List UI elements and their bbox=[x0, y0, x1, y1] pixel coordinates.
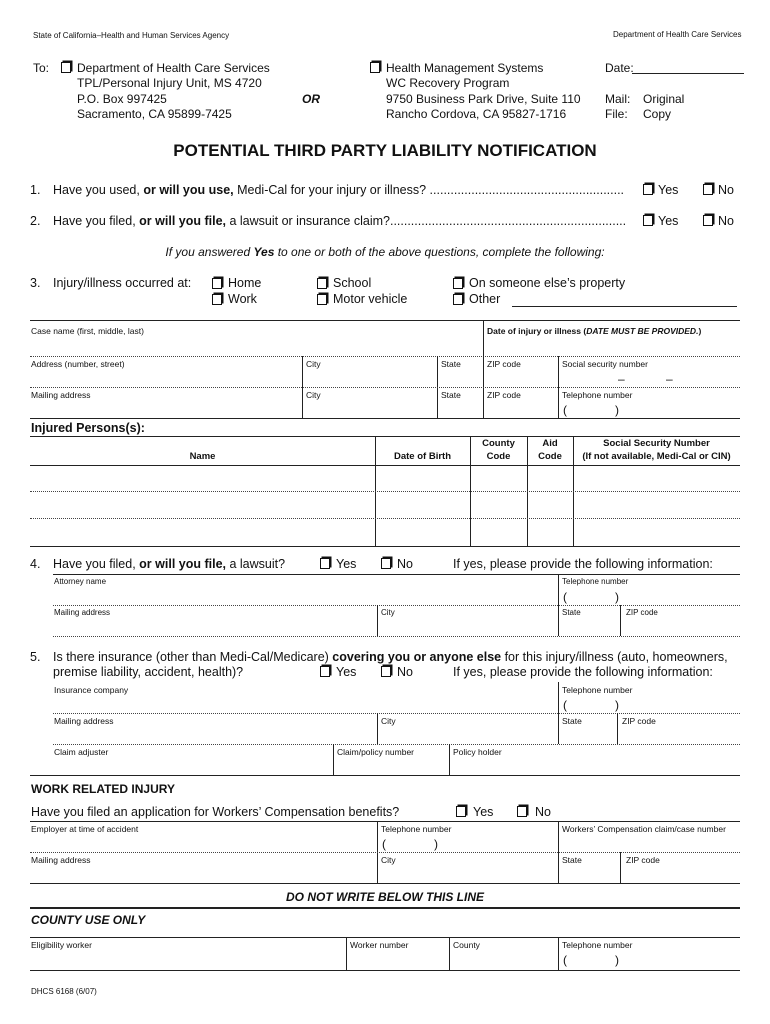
q2-text: Have you filed, or will you file, a lawsuit or insurance claim?.................................................................... bbox=[53, 214, 627, 228]
q4-state-label: State bbox=[562, 608, 581, 617]
mail-value: Original bbox=[643, 92, 685, 106]
q1-no-checkbox[interactable] bbox=[703, 184, 713, 195]
q1-yes-checkbox[interactable] bbox=[643, 184, 653, 195]
zip-label: ZIP code bbox=[487, 359, 521, 369]
county-paren-open: ( bbox=[563, 953, 567, 967]
county-bottom-rule bbox=[30, 970, 740, 971]
q1-yes-label: Yes bbox=[658, 183, 679, 197]
col-ssn-1: Social Security Number bbox=[603, 438, 710, 449]
q5-rule-1 bbox=[53, 713, 740, 714]
q4-paren-close: ) bbox=[615, 590, 619, 604]
motor-vehicle-checkbox[interactable] bbox=[317, 294, 327, 305]
q5-phone-label: Telephone number bbox=[562, 685, 633, 695]
q4-bottom-rule bbox=[53, 636, 740, 637]
dhcs-checkbox-icon[interactable] bbox=[61, 62, 71, 73]
q5-zip-label: ZIP code bbox=[622, 716, 656, 726]
or-label: OR bbox=[302, 92, 320, 106]
zip2-label: ZIP code bbox=[487, 390, 521, 400]
q5-city-label: City bbox=[381, 716, 396, 726]
date-input-line[interactable] bbox=[632, 73, 744, 74]
county-heading: COUNTY USE ONLY bbox=[31, 913, 146, 927]
work-paren-close: ) bbox=[434, 837, 438, 851]
state-label: State bbox=[441, 359, 461, 369]
county-divider-3 bbox=[558, 937, 559, 970]
work-yes-checkbox[interactable] bbox=[456, 806, 466, 817]
q4-text: Have you filed, or will you file, a lawsuit? bbox=[53, 557, 286, 571]
col-ssn-2: (If not available, Medi-Cal or CIN) bbox=[582, 451, 731, 462]
injured-row-2[interactable] bbox=[30, 518, 740, 519]
col-aid-2: Code bbox=[538, 451, 562, 462]
col-name: Name bbox=[189, 451, 216, 462]
work-bottom-rule bbox=[30, 883, 740, 884]
q4-no-label: No bbox=[397, 557, 413, 571]
q5-divider-city bbox=[377, 713, 378, 744]
q4-zip-label: ZIP code bbox=[626, 608, 658, 617]
q2-no-label: No bbox=[718, 214, 734, 228]
form-title: POTENTIAL THIRD PARTY LIABILITY NOTIFICATION bbox=[173, 141, 597, 160]
work-heading: WORK RELATED INJURY bbox=[31, 782, 175, 796]
date-label: Date: bbox=[605, 61, 634, 75]
other-label: Other bbox=[469, 292, 501, 306]
q5-rule-2 bbox=[53, 744, 740, 745]
work-no-label: No bbox=[535, 805, 551, 819]
work-top-rule bbox=[30, 821, 740, 822]
attorney-label: Attorney name bbox=[54, 577, 107, 586]
q4-phone-label: Telephone number bbox=[562, 577, 629, 586]
file-value: Copy bbox=[643, 107, 672, 121]
school-label: School bbox=[333, 276, 372, 290]
work-mid-rule bbox=[30, 852, 740, 853]
injured-header-rule bbox=[30, 465, 740, 466]
work-zip-label: ZIP code bbox=[626, 855, 660, 865]
ssn-dash-2: – bbox=[666, 372, 673, 386]
q3-label: Injury/illness occurred at: bbox=[53, 276, 192, 290]
ssn-label: Social security number bbox=[562, 359, 648, 369]
q2-number: 2. bbox=[30, 214, 41, 228]
phone-paren-open: ( bbox=[563, 403, 567, 417]
q4-yes-checkbox[interactable] bbox=[320, 558, 330, 569]
case-name-label: Case name (first, middle, last) bbox=[31, 326, 144, 336]
injured-heading: Injured Persons(s): bbox=[31, 421, 145, 435]
instruction-text: If you answered Yes to one or both of the above questions, complete the following: bbox=[165, 245, 605, 259]
q4-number: 4. bbox=[30, 557, 41, 571]
work-state-label: State bbox=[562, 855, 582, 865]
col-county-2: Code bbox=[486, 451, 511, 462]
work-question: Have you filed an application for Workers’ Compensation benefits? bbox=[31, 805, 400, 819]
file-label: File: bbox=[605, 107, 628, 121]
other-input-line[interactable] bbox=[512, 306, 737, 307]
work-no-checkbox[interactable] bbox=[517, 806, 527, 817]
employer-label: Employer at time of accident bbox=[31, 824, 139, 834]
injured-row-1[interactable] bbox=[30, 491, 740, 492]
mailing-label: Mailing address bbox=[31, 390, 91, 400]
eligibility-worker-label: Eligibility worker bbox=[31, 940, 92, 950]
do-not-write-label: DO NOT WRITE BELOW THIS LINE bbox=[286, 890, 484, 904]
q3-number: 3. bbox=[30, 276, 41, 290]
q5-no-label: No bbox=[397, 665, 413, 679]
q2-no-checkbox[interactable] bbox=[703, 215, 713, 226]
county-divider-2 bbox=[449, 937, 450, 970]
work-divider-zip bbox=[620, 852, 621, 883]
county-paren-close: ) bbox=[615, 953, 619, 967]
q4-top-rule bbox=[53, 574, 740, 575]
hms-line3: Rancho Cordova, CA 95827-1716 bbox=[386, 107, 567, 121]
county-top-rule bbox=[30, 937, 740, 938]
q5-bottom-rule bbox=[30, 775, 740, 776]
county-phone-label: Telephone number bbox=[562, 940, 633, 950]
q4-mailing-label: Mailing address bbox=[54, 608, 111, 617]
phone-label: Telephone number bbox=[562, 390, 633, 400]
someone-property-label: On someone else’s property bbox=[469, 276, 626, 290]
city-label: City bbox=[306, 359, 321, 369]
agency-name: State of California–Health and Human Services Agency bbox=[33, 31, 230, 40]
work-phone-label: Telephone number bbox=[381, 824, 452, 834]
work-city-label: City bbox=[381, 855, 396, 865]
insurance-company-label: Insurance company bbox=[54, 685, 129, 695]
work-mailing-label: Mailing address bbox=[31, 855, 91, 865]
injured-top-rule bbox=[30, 436, 740, 437]
dhcs-line2: P.O. Box 997425 bbox=[77, 92, 167, 106]
motor-vehicle-label: Motor vehicle bbox=[333, 292, 408, 306]
county-label: County bbox=[453, 940, 480, 950]
address-label: Address (number, street) bbox=[31, 359, 125, 369]
other-checkbox[interactable] bbox=[453, 294, 463, 305]
hms-checkbox-icon[interactable] bbox=[370, 62, 380, 73]
work-label: Work bbox=[228, 292, 257, 306]
q5-mailing-label: Mailing address bbox=[54, 716, 114, 726]
q5-yes-checkbox[interactable] bbox=[320, 666, 330, 677]
school-checkbox[interactable] bbox=[317, 278, 327, 289]
case-row2-rule bbox=[30, 387, 740, 388]
department-name: Department of Health Care Services bbox=[613, 30, 742, 39]
to-label: To: bbox=[33, 61, 50, 75]
q4-no-checkbox[interactable] bbox=[381, 558, 391, 569]
q4-info: If yes, please provide the following information: bbox=[453, 557, 713, 571]
do-not-write-rule bbox=[30, 907, 740, 909]
q4-divider-zip bbox=[620, 605, 621, 636]
state2-label: State bbox=[441, 390, 461, 400]
hms-line1: WC Recovery Program bbox=[386, 76, 510, 90]
q4-divider-city bbox=[377, 605, 378, 636]
worker-number-label: Worker number bbox=[350, 940, 409, 950]
dhcs-line3: Sacramento, CA 95899-7425 bbox=[77, 107, 232, 121]
dhcs-line1: TPL/Personal Injury Unit, MS 4720 bbox=[77, 76, 262, 90]
col-county-1: County bbox=[482, 438, 515, 449]
claim-number-label: Claim/policy number bbox=[337, 747, 414, 757]
q5-paren-close: ) bbox=[615, 698, 619, 712]
q1-number: 1. bbox=[30, 183, 41, 197]
q5-text-line2: premise liability, accident, health)? bbox=[53, 665, 244, 679]
q5-no-checkbox[interactable] bbox=[381, 666, 391, 677]
date-injury-label: Date of injury or illness (DATE MUST BE PROVIDED.) bbox=[487, 326, 702, 336]
case-row1-rule bbox=[30, 356, 740, 357]
home-checkbox[interactable] bbox=[212, 278, 222, 289]
q1-text: Have you used, or will you use, Medi-Cal for your injury or illness? ........................................................ bbox=[53, 183, 625, 197]
form-id: DHCS 6168 (6/07) bbox=[31, 987, 97, 996]
col-aid-1: Aid bbox=[542, 438, 558, 449]
q2-yes-checkbox[interactable] bbox=[643, 215, 653, 226]
q4-city-label: City bbox=[381, 608, 395, 617]
mail-label: Mail: bbox=[605, 92, 631, 106]
dhcs-name: Department of Health Care Services bbox=[77, 61, 270, 75]
case-divider bbox=[483, 320, 484, 356]
work-checkbox[interactable] bbox=[212, 294, 222, 305]
q5-number: 5. bbox=[30, 650, 41, 664]
hms-line2: 9750 Business Park Drive, Suite 110 bbox=[386, 92, 581, 106]
home-label: Home bbox=[228, 276, 262, 290]
phone-paren-close: ) bbox=[615, 403, 619, 417]
q5-info: If yes, please provide the following information: bbox=[453, 665, 713, 679]
q4-yes-label: Yes bbox=[336, 557, 357, 571]
case-table-bottom-rule bbox=[30, 418, 740, 419]
work-paren-open: ( bbox=[382, 837, 386, 851]
q4-paren-open: ( bbox=[563, 590, 567, 604]
q5-divider-claim bbox=[333, 744, 334, 775]
q5-paren-open: ( bbox=[563, 698, 567, 712]
q5-yes-label: Yes bbox=[336, 665, 357, 679]
q5-state-label: State bbox=[562, 716, 582, 726]
claim-adjuster-label: Claim adjuster bbox=[54, 747, 109, 757]
q5-divider-holder bbox=[449, 744, 450, 775]
ssn-dash-1: – bbox=[618, 372, 625, 386]
policy-holder-label: Policy holder bbox=[453, 747, 502, 757]
someone-property-checkbox[interactable] bbox=[453, 278, 463, 289]
col-dob: Date of Birth bbox=[394, 451, 451, 462]
q5-divider-zip bbox=[617, 713, 618, 744]
q4-mid-rule bbox=[53, 605, 740, 606]
q2-yes-label: Yes bbox=[658, 214, 679, 228]
work-yes-label: Yes bbox=[473, 805, 494, 819]
wc-number-label: Workers’ Compensation claim/case number bbox=[562, 824, 726, 834]
injured-row-3[interactable] bbox=[30, 546, 740, 547]
city2-label: City bbox=[306, 390, 321, 400]
hms-name: Health Management Systems bbox=[386, 61, 544, 75]
county-divider-1 bbox=[346, 937, 347, 970]
case-table-top-rule bbox=[30, 320, 740, 321]
q1-no-label: No bbox=[718, 183, 734, 197]
q5-text: Is there insurance (other than Medi-Cal/Medicare) covering you or anyone else for this injury/illness (auto, homeowners, bbox=[53, 650, 728, 664]
